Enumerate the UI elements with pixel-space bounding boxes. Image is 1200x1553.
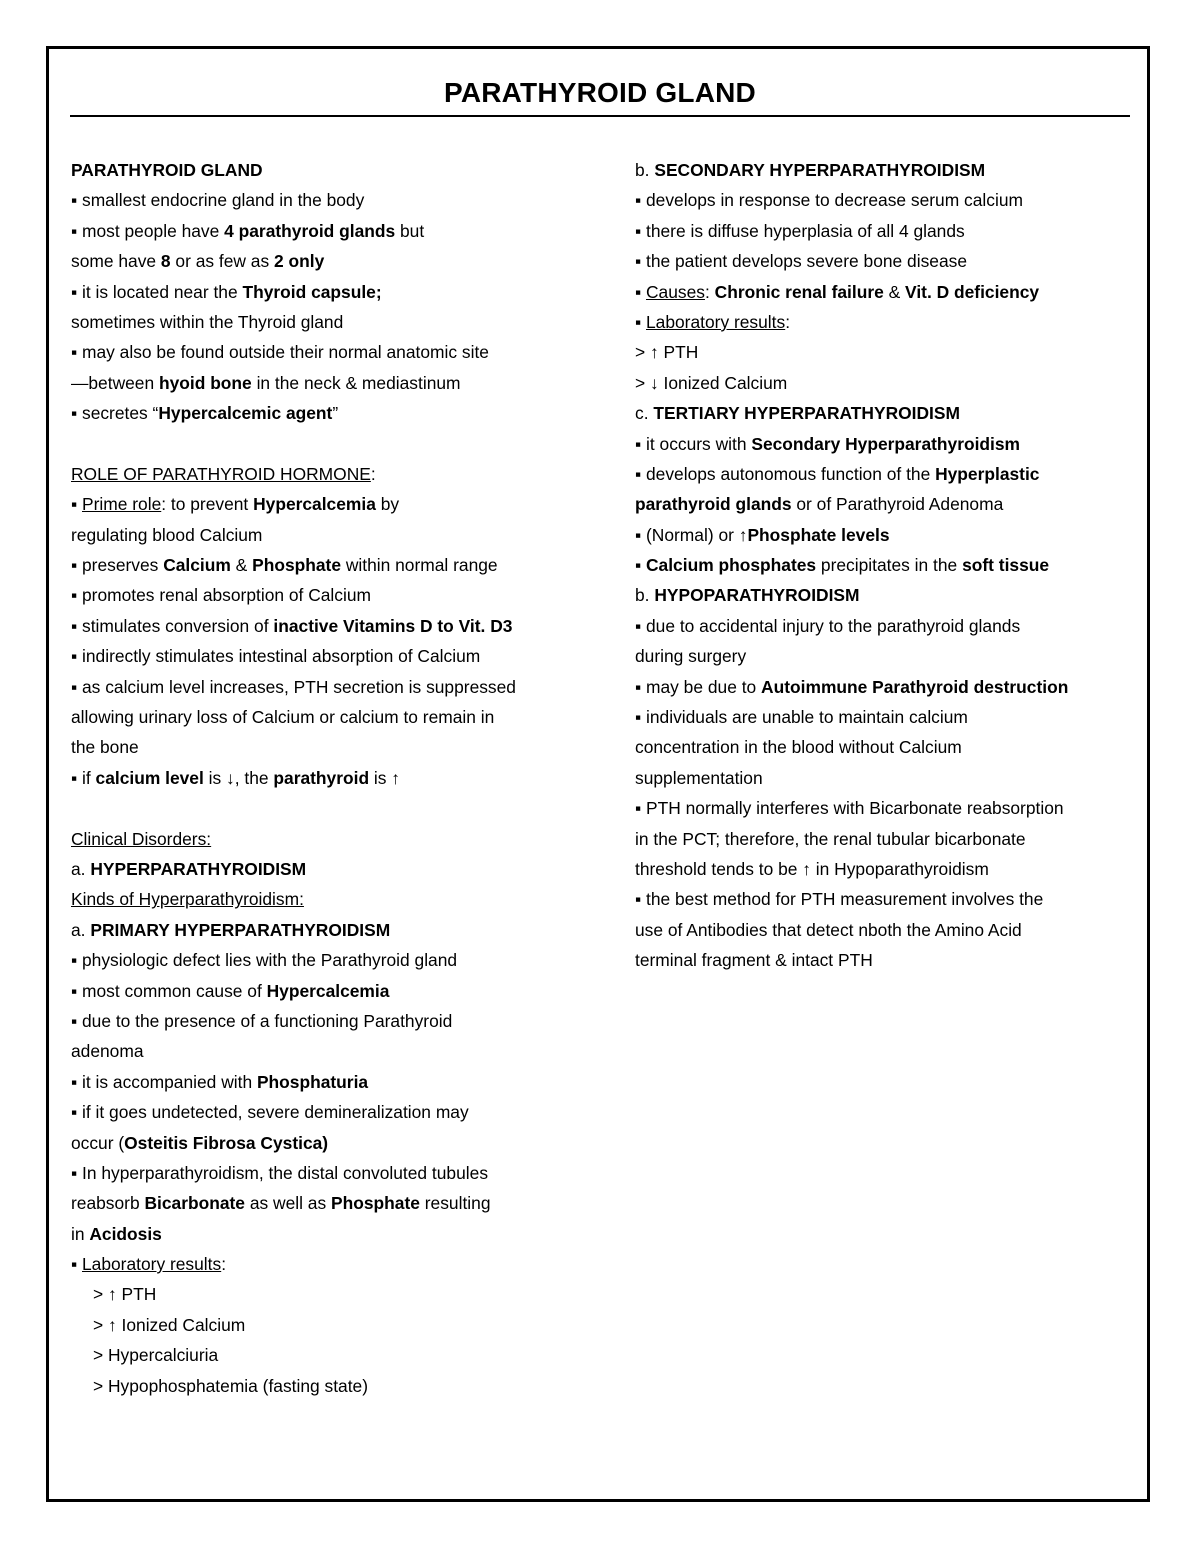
- bold-text: parathyroid: [273, 767, 370, 788]
- right-text-line: [635, 459, 1135, 489]
- text-segment: terminal fragment & intact PTH: [635, 950, 873, 971]
- right-text-line: [635, 216, 1135, 246]
- bold-text: 2 only: [274, 251, 325, 272]
- left-text-line: [71, 1371, 581, 1401]
- text-segment: ▪ individuals are unable to maintain calcium: [635, 707, 968, 728]
- text-segment: :: [370, 463, 376, 484]
- underlined-text: Causes: [646, 281, 705, 302]
- text-segment: :: [704, 281, 715, 302]
- left-text-line: [71, 307, 581, 337]
- bold-text: Vit. D deficiency: [905, 281, 1040, 302]
- left-text-line: [71, 884, 581, 914]
- left-text-line: [71, 1219, 581, 1249]
- left-text-line: [71, 854, 581, 884]
- bold-text: hyoid bone: [158, 372, 252, 393]
- text-segment: ▪ as calcium level increases, PTH secretion is suppressed: [71, 676, 516, 697]
- text-segment: occur (: [71, 1132, 125, 1153]
- bold-text: Chronic renal failure: [714, 281, 884, 302]
- text-segment: > Hypercalciuria: [93, 1345, 219, 1366]
- text-segment: or of Parathyroid Adenoma: [791, 494, 1004, 515]
- left-text-line: [71, 1128, 581, 1158]
- text-segment: ▪ if: [71, 767, 96, 788]
- bold-text: Hyperplastic: [935, 463, 1040, 484]
- text-segment: use of Antibodies that detect nboth the Amino Acid: [635, 919, 1022, 940]
- right-text-line: [635, 277, 1135, 307]
- right-column: [635, 155, 1135, 976]
- text-segment: a.: [71, 858, 91, 879]
- right-text-line: [635, 246, 1135, 276]
- text-segment: ▪: [635, 281, 646, 302]
- text-segment: ▪ develops autonomous function of the: [635, 463, 936, 484]
- text-segment: ▪ PTH normally interferes with Bicarbonate reabsorption: [635, 798, 1064, 819]
- bold-text: PRIMARY HYPERPARATHYROIDISM: [90, 919, 391, 940]
- text-segment: supplementation: [635, 767, 763, 788]
- right-text-line: [635, 824, 1135, 854]
- left-text-line: [71, 611, 581, 641]
- text-segment: in the neck & mediastinum: [251, 372, 461, 393]
- text-segment: the bone: [71, 737, 139, 758]
- left-text-line: [71, 1158, 581, 1188]
- right-text-line: [635, 915, 1135, 945]
- right-text-line: [635, 611, 1135, 641]
- right-text-line: [635, 672, 1135, 702]
- left-text-line: [71, 550, 581, 580]
- text-segment: ▪ most people have: [71, 220, 225, 241]
- underlined-text: Clinical Disorders:: [71, 828, 212, 849]
- bold-text: HYPOPARATHYROIDISM: [654, 585, 860, 606]
- left-text-line: [71, 1067, 581, 1097]
- text-segment: threshold tends to be ↑ in Hypoparathyroidism: [635, 858, 989, 879]
- text-segment: ▪ stimulates conversion of: [71, 615, 274, 636]
- text-segment: ▪ due to the presence of a functioning Parathyroid: [71, 1010, 453, 1031]
- text-segment: in the PCT; therefore, the renal tubular bicarbonate: [635, 828, 1026, 849]
- left-text-line: [71, 915, 581, 945]
- text-segment: c.: [635, 403, 654, 424]
- text-segment: is ↓, the: [203, 767, 274, 788]
- underlined-text: Kinds of Hyperparathyroidism:: [71, 889, 304, 910]
- bold-text: Hypercalcemic agent: [158, 403, 333, 424]
- right-text-line: [635, 702, 1135, 732]
- right-text-line: [635, 520, 1135, 550]
- bold-text: calcium level: [95, 767, 204, 788]
- text-segment: reabsorb: [71, 1193, 145, 1214]
- text-segment: ▪ preserves: [71, 555, 164, 576]
- right-text-line: [635, 337, 1135, 367]
- text-segment: > Hypophosphatemia (fasting state): [93, 1375, 369, 1396]
- left-text-line: [71, 520, 581, 550]
- text-segment: ▪ may be due to: [635, 676, 762, 697]
- left-text-line: [71, 976, 581, 1006]
- text-segment: ▪ indirectly stimulates intestinal absorption of Calcium: [71, 646, 481, 667]
- bold-text: inactive Vitamins D to Vit. D3: [273, 615, 513, 636]
- left-text-line: [71, 489, 581, 519]
- bold-text: Calcium phosphates: [646, 555, 817, 576]
- text-segment: > ↑ PTH: [93, 1284, 157, 1305]
- text-segment: by: [375, 494, 400, 515]
- underlined-text: ROLE OF PARATHYROID HORMONE: [71, 463, 371, 484]
- bold-text: Phosphate: [252, 555, 342, 576]
- title-underline-rule: [70, 115, 1130, 117]
- text-segment: ▪ may also be found outside their normal anatomic site: [71, 342, 489, 363]
- text-segment: ▪ physiologic defect lies with the Parathyroid gland: [71, 950, 458, 971]
- text-segment: ”: [332, 403, 339, 424]
- left-text-line: [71, 398, 581, 428]
- text-segment: resulting: [419, 1193, 491, 1214]
- left-text-line: [71, 763, 581, 793]
- text-segment: &: [230, 555, 253, 576]
- bold-text: Autoimmune Parathyroid destruction: [761, 676, 1069, 697]
- text-segment: is ↑: [369, 767, 400, 788]
- left-text-line: [71, 641, 581, 671]
- left-text-line: [71, 1279, 581, 1309]
- left-text-line: [71, 945, 581, 975]
- left-text-line: [71, 1310, 581, 1340]
- text-segment: :: [785, 311, 791, 332]
- bold-text: Thyroid capsule;: [242, 281, 382, 302]
- text-segment: b.: [635, 585, 655, 606]
- left-text-line: [71, 580, 581, 610]
- left-text-line: [71, 1340, 581, 1370]
- text-segment: ▪ due to accidental injury to the parathyroid glands: [635, 615, 1021, 636]
- right-text-line: [635, 368, 1135, 398]
- bold-text: PARATHYROID GLAND: [71, 160, 263, 180]
- left-text-line: [71, 672, 581, 702]
- page-title: PARATHYROID GLAND: [444, 77, 756, 108]
- right-text-line: [635, 155, 1135, 185]
- bold-text: Hypercalcemia: [266, 980, 390, 1001]
- text-segment: allowing urinary loss of Calcium or calcium to remain in: [71, 707, 495, 728]
- right-text-line: [635, 793, 1135, 823]
- right-text-line: [635, 550, 1135, 580]
- text-segment: : to prevent: [161, 494, 254, 515]
- underlined-text: Laboratory results: [646, 311, 786, 332]
- text-segment: precipitates in the: [816, 555, 963, 576]
- left-column: [71, 155, 581, 1401]
- text-segment: :: [221, 1254, 227, 1275]
- right-text-line: [635, 854, 1135, 884]
- text-segment: ▪ develops in response to decrease serum calcium: [635, 190, 1023, 211]
- bold-text: Acidosis: [89, 1223, 162, 1244]
- right-text-line: [635, 489, 1135, 519]
- text-segment: ▪: [71, 1254, 82, 1275]
- left-text-line: [71, 185, 581, 215]
- bold-text: Phosphaturia: [256, 1071, 369, 1092]
- bold-text: Osteitis Fibrosa Cystica): [124, 1132, 329, 1153]
- left-text-line: [71, 1249, 581, 1279]
- text-segment: but: [395, 220, 425, 241]
- text-segment: in: [71, 1223, 90, 1244]
- bold-text: 8: [160, 251, 171, 272]
- text-segment: > ↑ PTH: [635, 342, 699, 363]
- text-segment: ▪: [71, 494, 82, 515]
- text-segment: ▪ the patient develops severe bone disease: [635, 251, 967, 272]
- left-text-line: [71, 1097, 581, 1127]
- left-text-line: [71, 1006, 581, 1036]
- text-segment: as well as: [244, 1193, 332, 1214]
- bold-text: soft tissue: [962, 555, 1050, 576]
- text-segment: ▪ it is accompanied with: [71, 1071, 257, 1092]
- right-text-line: [635, 429, 1135, 459]
- text-segment: ▪: [635, 555, 646, 576]
- text-segment: ▪ promotes renal absorption of Calcium: [71, 585, 372, 606]
- left-text-line: [71, 246, 581, 276]
- left-text-line: [71, 155, 581, 185]
- text-segment: ▪ if it goes undetected, severe demineralization may: [71, 1102, 469, 1123]
- bold-text: Calcium: [163, 555, 231, 576]
- text-segment: adenoma: [71, 1041, 144, 1062]
- bold-text: 4 parathyroid glands: [224, 220, 396, 241]
- text-segment: ▪ secretes “: [71, 403, 159, 424]
- text-segment: regulating blood Calcium: [71, 524, 263, 545]
- right-text-line: [635, 732, 1135, 762]
- text-segment: b.: [635, 160, 655, 180]
- bold-text: Hypercalcemia: [253, 494, 376, 515]
- text-segment: a.: [71, 919, 91, 940]
- left-text-line: [71, 216, 581, 246]
- left-blank-line: [71, 793, 581, 823]
- text-segment: ▪ most common cause of: [71, 980, 267, 1001]
- text-segment: ▪ it is located near the: [71, 281, 243, 302]
- bold-text: SECONDARY HYPERPARATHYROIDISM: [654, 160, 986, 180]
- left-text-line: [71, 337, 581, 367]
- text-segment: ▪ there is diffuse hyperplasia of all 4 glands: [635, 220, 965, 241]
- text-segment: > ↑ Ionized Calcium: [93, 1314, 246, 1335]
- text-segment: ▪ In hyperparathyroidism, the distal convoluted tubules: [71, 1162, 489, 1183]
- left-text-line: [71, 368, 581, 398]
- text-segment: within normal range: [341, 555, 498, 576]
- text-segment: during surgery: [635, 646, 747, 667]
- right-text-line: [635, 580, 1135, 610]
- underlined-text: Prime role: [82, 494, 162, 515]
- text-segment: sometimes within the Thyroid gland: [71, 311, 344, 332]
- left-text-line: [71, 824, 581, 854]
- right-text-line: [635, 945, 1135, 975]
- bold-text: HYPERPARATHYROIDISM: [90, 858, 307, 879]
- left-text-line: [71, 277, 581, 307]
- text-segment: &: [883, 281, 906, 302]
- left-text-line: [71, 1036, 581, 1066]
- right-text-line: [635, 185, 1135, 215]
- text-segment: some have: [71, 251, 161, 272]
- underlined-text: Laboratory results: [82, 1254, 222, 1275]
- right-text-line: [635, 398, 1135, 428]
- right-text-line: [635, 641, 1135, 671]
- bold-text: TERTIARY HYPERPARATHYROIDISM: [653, 403, 960, 424]
- left-text-line: [71, 732, 581, 762]
- left-blank-line: [71, 429, 581, 459]
- right-text-line: [635, 307, 1135, 337]
- left-text-line: [71, 459, 581, 489]
- text-segment: concentration in the blood without Calcium: [635, 737, 962, 758]
- bold-text: Phosphate levels: [747, 524, 890, 545]
- text-segment: ▪ it occurs with: [635, 433, 752, 454]
- bold-text: parathyroid glands: [635, 494, 792, 515]
- left-text-line: [71, 1188, 581, 1218]
- bold-text: Secondary Hyperparathyroidism: [751, 433, 1021, 454]
- text-segment: ▪ the best method for PTH measurement involves the: [635, 889, 1044, 910]
- text-segment: > ↓ Ionized Calcium: [635, 372, 788, 393]
- text-segment: —between: [71, 372, 159, 393]
- left-text-line: [71, 702, 581, 732]
- bold-text: Bicarbonate: [144, 1193, 245, 1214]
- text-segment: ▪: [635, 311, 646, 332]
- text-segment: or as few as: [170, 251, 274, 272]
- text-segment: ▪ (Normal) or ↑: [635, 524, 748, 545]
- bold-text: Phosphate: [331, 1193, 420, 1214]
- right-text-line: [635, 763, 1135, 793]
- text-segment: ▪ smallest endocrine gland in the body: [71, 190, 365, 211]
- right-text-line: [635, 884, 1135, 914]
